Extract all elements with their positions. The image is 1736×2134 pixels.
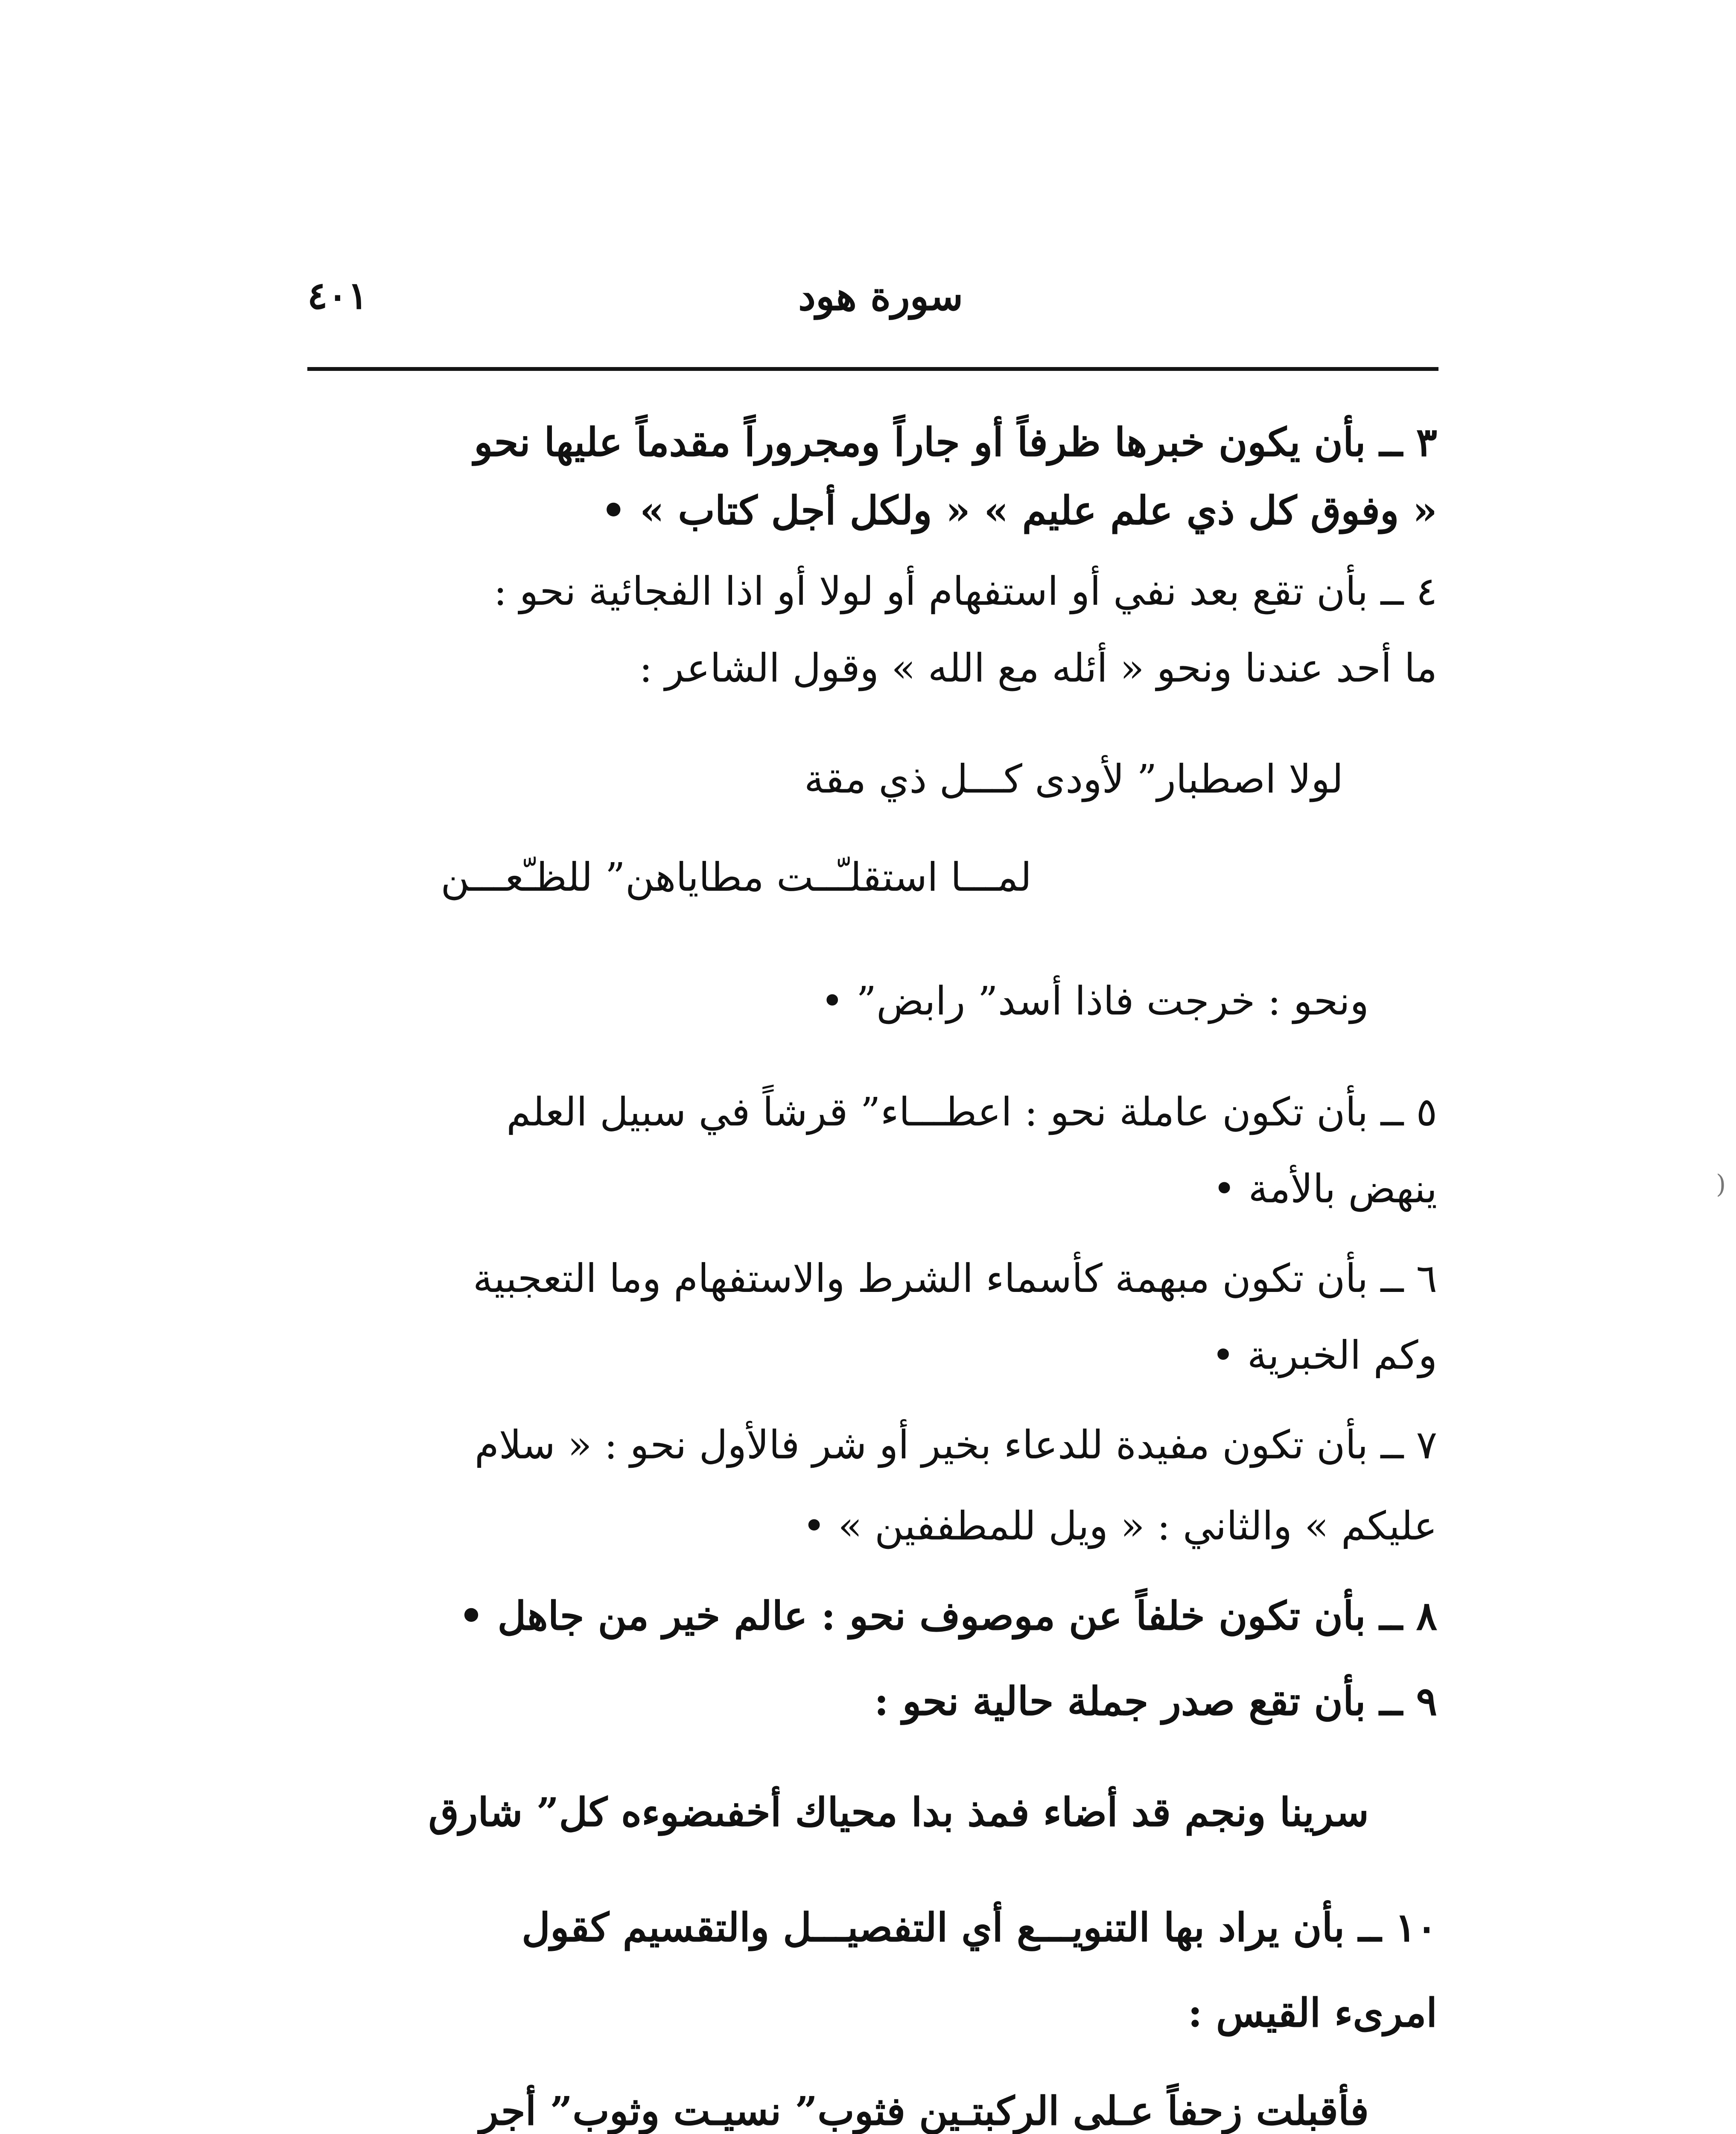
- body-line: ينهض بالأمة •: [1213, 1166, 1437, 1212]
- body-line: ٩ ــ بأن تقع صدر جملة حالية نحو :: [874, 1678, 1437, 1724]
- body-line: ما أحد عندنا ونحو « أئله مع الله » وقول الشاعر :: [639, 645, 1437, 691]
- header-rule: [307, 367, 1438, 371]
- body-line: عليكم » والثاني : « ويل للمطففين » •: [802, 1503, 1437, 1549]
- running-title: سورة هود: [798, 273, 963, 319]
- body-line: ٣ ــ بأن يكون خبرها ظرفاً أو جاراً ومجروراً مقدماً عليها نحو: [474, 419, 1437, 465]
- body-line: وكم الخبرية •: [1211, 1332, 1437, 1378]
- verse-line: لمـــا استقلـّــت مطاياهن” للظـّعـــن: [441, 854, 1032, 900]
- body-line: ٦ ــ بأن تكون مبهمة كأسماء الشرط والاستفهام وما التعجبية: [473, 1256, 1437, 1301]
- verse-line: فأقبلت زحفاً عـلى الركبتـين فثوب” نسيـت وثوب” أجر: [479, 2088, 1369, 2134]
- body-line: ٧ ــ بأن تكون مفيدة للدعاء بخير أو شر فالأول نحو : « سلام: [474, 1422, 1437, 1468]
- body-line: ونحو : خرجت فاذا أسد” رابض” •: [820, 978, 1369, 1024]
- verse-line: لولا اصطبار” لأودى كـــل ذي مقة: [804, 756, 1343, 802]
- body-line: ٤ ــ بأن تقع بعد نفي أو استفهام أو لولا أو اذا الفجائية نحو :: [493, 568, 1437, 614]
- scan-mark: (: [1716, 1169, 1726, 1199]
- page-number: ٤٠١: [307, 273, 368, 318]
- body-line: « وفوق كل ذي علم عليم » « ولكل أجل كتاب » •: [601, 487, 1437, 534]
- body-line: ٥ ــ بأن تكون عاملة نحو : اعطـــاء” قرشاً في سبيل العلم: [506, 1089, 1437, 1135]
- body-line: ٨ ــ بأن تكون خلفاً عن موصوف نحو : عالم خير من جاهل •: [458, 1593, 1437, 1639]
- body-line: ١٠ ــ بأن يراد بها التنويـــع أي التفصيـــل والتقسيم كقول: [522, 1904, 1437, 1950]
- verse-line: سرينا ونجم قد أضاء فمذ بدا محياك أخفىضوءه كل” شارق: [428, 1789, 1369, 1835]
- body-line: امرىء القيس :: [1187, 1990, 1437, 2036]
- page-header: [307, 256, 1438, 341]
